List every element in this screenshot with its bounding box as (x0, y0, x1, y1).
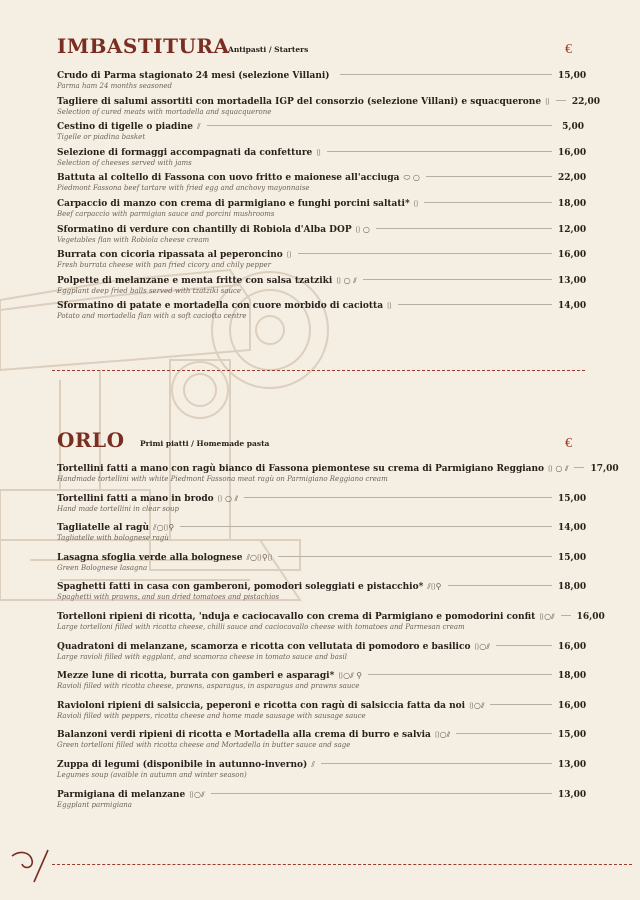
menu-item-line (57, 670, 587, 682)
allergen-icons: ⌷○⫽ (434, 730, 451, 740)
section-orlo (0, 428, 640, 462)
section-header (0, 34, 640, 68)
menu-item-description: Tigelle or piadina basket (57, 133, 146, 142)
menu-item (57, 198, 587, 219)
menu-item (57, 275, 587, 296)
section-header (0, 428, 640, 462)
allergen-icons: ⌷ (545, 96, 550, 106)
menu-item-line (57, 96, 601, 108)
menu-item-description: Large tortelloni filled with ricotta cheese, chilli sauce and caciocavallo cheese with tomatoes and Parmesan cream (57, 623, 465, 631)
menu-item-name: Mezze lune di ricotta, burrata con gamberi e asparagi* (57, 671, 335, 682)
menu-item-line (57, 700, 587, 712)
menu-item-description: Eggplant parmigiana (57, 800, 132, 809)
menu-item-line (57, 522, 587, 534)
allergen-icons: ⌷ (413, 199, 419, 208)
menu-item-line (57, 300, 587, 312)
section-title: IMBASTITURA (57, 34, 230, 58)
menu-item-description: Parma ham 24 months seasoned (57, 82, 172, 90)
menu-item-line (57, 552, 587, 564)
menu-item-name: Spaghetti fatti in casa con gamberoni, pomodori soleggiati e pistacchio* (57, 582, 424, 593)
menu-item-description: Fresh burrata cheese with pan fried cicory and chily pepper (57, 261, 271, 270)
menu-item (57, 249, 587, 270)
allergen-icons: ⌷ (286, 250, 292, 260)
currency-symbol: € (565, 42, 572, 57)
menu-item-line (57, 611, 605, 623)
menu-item-name: Balanzoni verdi ripieni di ricotta e Mortadella alla crema di burro e salvia (57, 730, 431, 741)
allergen-icons: ⌷ ○ (355, 224, 370, 234)
menu-item-price: 22,00 (571, 96, 601, 107)
menu-item-description: Piedmont Fassona beef tartare with fried egg and anchovy mayonnaise (57, 184, 310, 193)
menu-item-name: Zuppa di legumi (disponibile in autunno-inverno) (57, 760, 308, 770)
menu-item-name: Tortellini fatti a mano con ragù bianco di Fassona piemontese su crema di Parmigiano Reggiano (57, 464, 545, 474)
menu-item-price: 15,00 (558, 552, 587, 563)
menu-item-name: Parmigiana di melanzane (57, 789, 186, 800)
allergen-icons: ⌷○⫽ (474, 641, 490, 651)
allergen-icons: ⌷○⫽ (539, 612, 555, 621)
menu-item (57, 700, 587, 721)
leader-line (376, 228, 552, 229)
menu-item (57, 552, 587, 573)
leader-line (363, 279, 552, 280)
leader-line (574, 467, 584, 468)
menu-item-price: 15,00 (558, 730, 587, 741)
menu-item-name: Polpette di melanzane e menta fritte con salsa tzatziki (57, 275, 333, 286)
menu-item-description: Ravioli filled with ricotta cheese, prawns, asparagus, in asparagus and prawns sauce (57, 682, 360, 691)
menu-item (57, 121, 584, 142)
menu-item-line (57, 198, 587, 210)
menu-item (57, 70, 587, 91)
leader-line (298, 253, 552, 254)
menu-item-description: Large ravioli filled with eggplant, and scamorza cheese in tomato sauce and basil (57, 652, 347, 661)
menu-item-price: 12,00 (558, 224, 587, 235)
menu-item-description: Eggplant deep fried balls served with tzatziki sauce (57, 286, 242, 295)
allergen-icons: ⌷ (316, 147, 322, 157)
menu-item-price: 13,00 (558, 760, 587, 770)
menu-item (57, 96, 601, 117)
menu-item (57, 463, 619, 484)
menu-item (57, 224, 587, 245)
footer-divider (52, 864, 632, 865)
leader-line (180, 526, 552, 527)
section-title: ORLO (57, 428, 125, 452)
menu-item-name: Crudo di Parma stagionato 24 mesi (selezione Villani) (57, 71, 330, 81)
menu-item-description: Green tortelloni filled with ricotta cheese and Mortadella in butter sauce and sage (57, 741, 351, 750)
menu-item-price: 16,00 (576, 612, 605, 622)
menu-item (57, 611, 605, 632)
allergen-icons: ⌷○⫽ (189, 789, 205, 799)
menu-item-price: 15,00 (558, 493, 587, 504)
leader-line (321, 763, 552, 764)
allergen-icons: ⫽ (197, 122, 201, 132)
menu-item-name: Sformatino di verdure con chantilly di Robiola d'Alba DOP (57, 224, 352, 235)
menu-item-description: Ravioli filled with peppers, ricotta cheese and home made sausage with sausage sauce (57, 711, 366, 720)
menu-item-line (57, 641, 587, 653)
menu-item (57, 300, 587, 321)
menu-item (57, 670, 587, 691)
leader-line (211, 793, 552, 794)
menu-item-price: 18,00 (558, 582, 587, 593)
menu-item (57, 493, 587, 514)
leader-line (340, 74, 552, 75)
menu-item-name: Selezione di formaggi accompagnati da confetture (57, 147, 313, 158)
menu-item-price: 16,00 (558, 147, 587, 158)
menu-item-price: 22,00 (558, 173, 587, 184)
allergen-icons: ⌷ (387, 301, 392, 311)
allergen-icons: ⫽⌷⚲ (427, 582, 442, 592)
section-imbastitura (0, 34, 640, 68)
menu-item-name: Tagliere di salumi assortiti con mortadella IGP del consorzio (selezione Villani) e squacquerone (57, 96, 542, 107)
menu-item-line (57, 172, 587, 184)
menu-item-line (57, 70, 587, 82)
leader-line (278, 556, 552, 557)
leader-line (426, 176, 552, 177)
menu-item-price: 17,00 (590, 464, 619, 474)
menu-item-description: Selection of cured meats with mortadella and squacquerone (57, 107, 272, 116)
section-subtitle: Primi piatti / Homemade pasta (140, 439, 270, 448)
menu-item-description: Hand made tortellini in clear soup (57, 504, 179, 513)
menu-item-line (57, 463, 619, 475)
menu-item-line (57, 147, 587, 159)
menu-item-line (57, 729, 587, 741)
menu-item-price: 14,00 (558, 301, 587, 312)
menu-item-line (57, 121, 584, 133)
allergen-icons: ⌷ ○ ⫽ (336, 275, 357, 285)
menu-item-name: Ravioloni ripieni di salsiccia, peperoni e ricotta con ragù di salsiccia fatta da noi (57, 700, 466, 711)
menu-item-name: Sformatino di patate e mortadella con cuore morbido di caciotta (57, 301, 384, 312)
allergen-icons: ⌷○⫽ ⚲ (338, 671, 363, 681)
menu-item-price: 18,00 (558, 671, 587, 682)
leader-line (244, 497, 552, 498)
menu-item-price: 13,00 (558, 789, 587, 800)
leader-line (556, 100, 566, 101)
menu-item-price: 16,00 (558, 641, 587, 652)
leader-line (424, 202, 552, 203)
menu-item (57, 522, 587, 543)
menu-item-description: Beef carpaccio with parmigian sauce and porcini mushrooms (57, 210, 275, 218)
menu-item-price: 5,00 (562, 122, 584, 133)
allergen-icons: ⌷ ○ ⫽ (217, 493, 239, 503)
menu-item (57, 147, 587, 168)
menu-item-description: Tagliatelle with bolognese ragù (57, 534, 169, 543)
menu-item-line (57, 249, 587, 261)
menu-item-description: Selection of cheeses served with jams (57, 158, 192, 167)
menu-item-name: Lasagna sfoglia verde alla bolognese (57, 552, 243, 563)
menu-item-name: Battuta al coltello di Fassona con uovo fritto e maionese all'acciuga (57, 173, 400, 184)
menu-item-name: Cestino di tigelle o piadine (57, 122, 194, 133)
menu-item-price: 13,00 (558, 275, 587, 286)
currency-symbol: € (565, 436, 572, 451)
menu-item-description: Handmade tortellini with white Piedmont Fassona meat ragù on Parmigiano Reggiano cream (57, 475, 388, 483)
leader-line (490, 704, 552, 705)
leader-line (207, 125, 552, 126)
menu-item-price: 14,00 (558, 523, 587, 534)
menu-item (57, 759, 587, 780)
allergen-icons: ⫽○⌷⚲ (153, 523, 175, 533)
menu-item (57, 641, 587, 662)
menu-item (57, 789, 587, 810)
leader-line (456, 733, 552, 734)
allergen-icons: ⫽ (311, 760, 315, 769)
menu-item-description: Potato and mortadella flan with a soft caciotta centre (57, 312, 247, 321)
needle-thread-icon (10, 848, 54, 884)
allergen-icons: ⌷○⫽ (469, 700, 485, 710)
menu-item-line (57, 789, 587, 801)
menu-item (57, 172, 587, 193)
menu-item-price: 16,00 (558, 700, 587, 711)
menu-item-name: Burrata con cicoria ripassata al peperoncino (57, 250, 283, 261)
menu-item-description: Vegetables flan with Robiola cheese cream (57, 235, 210, 244)
leader-line (561, 615, 571, 616)
menu-item-price: 15,00 (558, 71, 587, 81)
menu-item (57, 581, 587, 602)
menu-item-description: Legumes soup (avaible in autumn and winter season) (57, 771, 247, 779)
menu-item-name: Quadratoni di melanzane, scamorza e ricotta con vellutata di pomodoro e basilico (57, 641, 471, 652)
allergen-icons: ⫽○⌷⚲⌷ (246, 552, 273, 562)
menu-item-price: 16,00 (558, 250, 587, 261)
allergen-icons: ⬭ ○ (403, 173, 420, 183)
section-subtitle: Antipasti / Starters (228, 45, 309, 54)
menu-item-name: Tortelloni ripieni di ricotta, 'nduja e caciocavallo con crema di Parmigiano e pomodorini confit (57, 612, 536, 622)
menu-item-name: Tortellini fatti a mano in brodo (57, 493, 214, 504)
menu-item-description: Spaghetti with prawns, and sun dried tomatoes and pistachios (57, 593, 280, 602)
menu-item-line (57, 493, 587, 505)
leader-line (368, 674, 552, 675)
menu-item-line (57, 224, 587, 236)
menu-item-line (57, 275, 587, 287)
leader-line (327, 151, 552, 152)
leader-line (496, 645, 552, 646)
leader-line (448, 585, 552, 586)
menu-item-name: Carpaccio di manzo con crema di parmigiano e funghi porcini saltati* (57, 199, 410, 209)
section-divider (52, 370, 585, 371)
leader-line (398, 304, 552, 305)
menu-item-name: Tagliatelle al ragù (57, 523, 150, 534)
menu-item-line (57, 581, 587, 593)
menu-item-line (57, 759, 587, 771)
menu-item (57, 729, 587, 750)
menu-item-price: 18,00 (558, 199, 587, 209)
menu-item-description: Green Bolognese lasagna (57, 563, 148, 572)
allergen-icons: ⌷ ○ ⫽ (548, 464, 569, 473)
